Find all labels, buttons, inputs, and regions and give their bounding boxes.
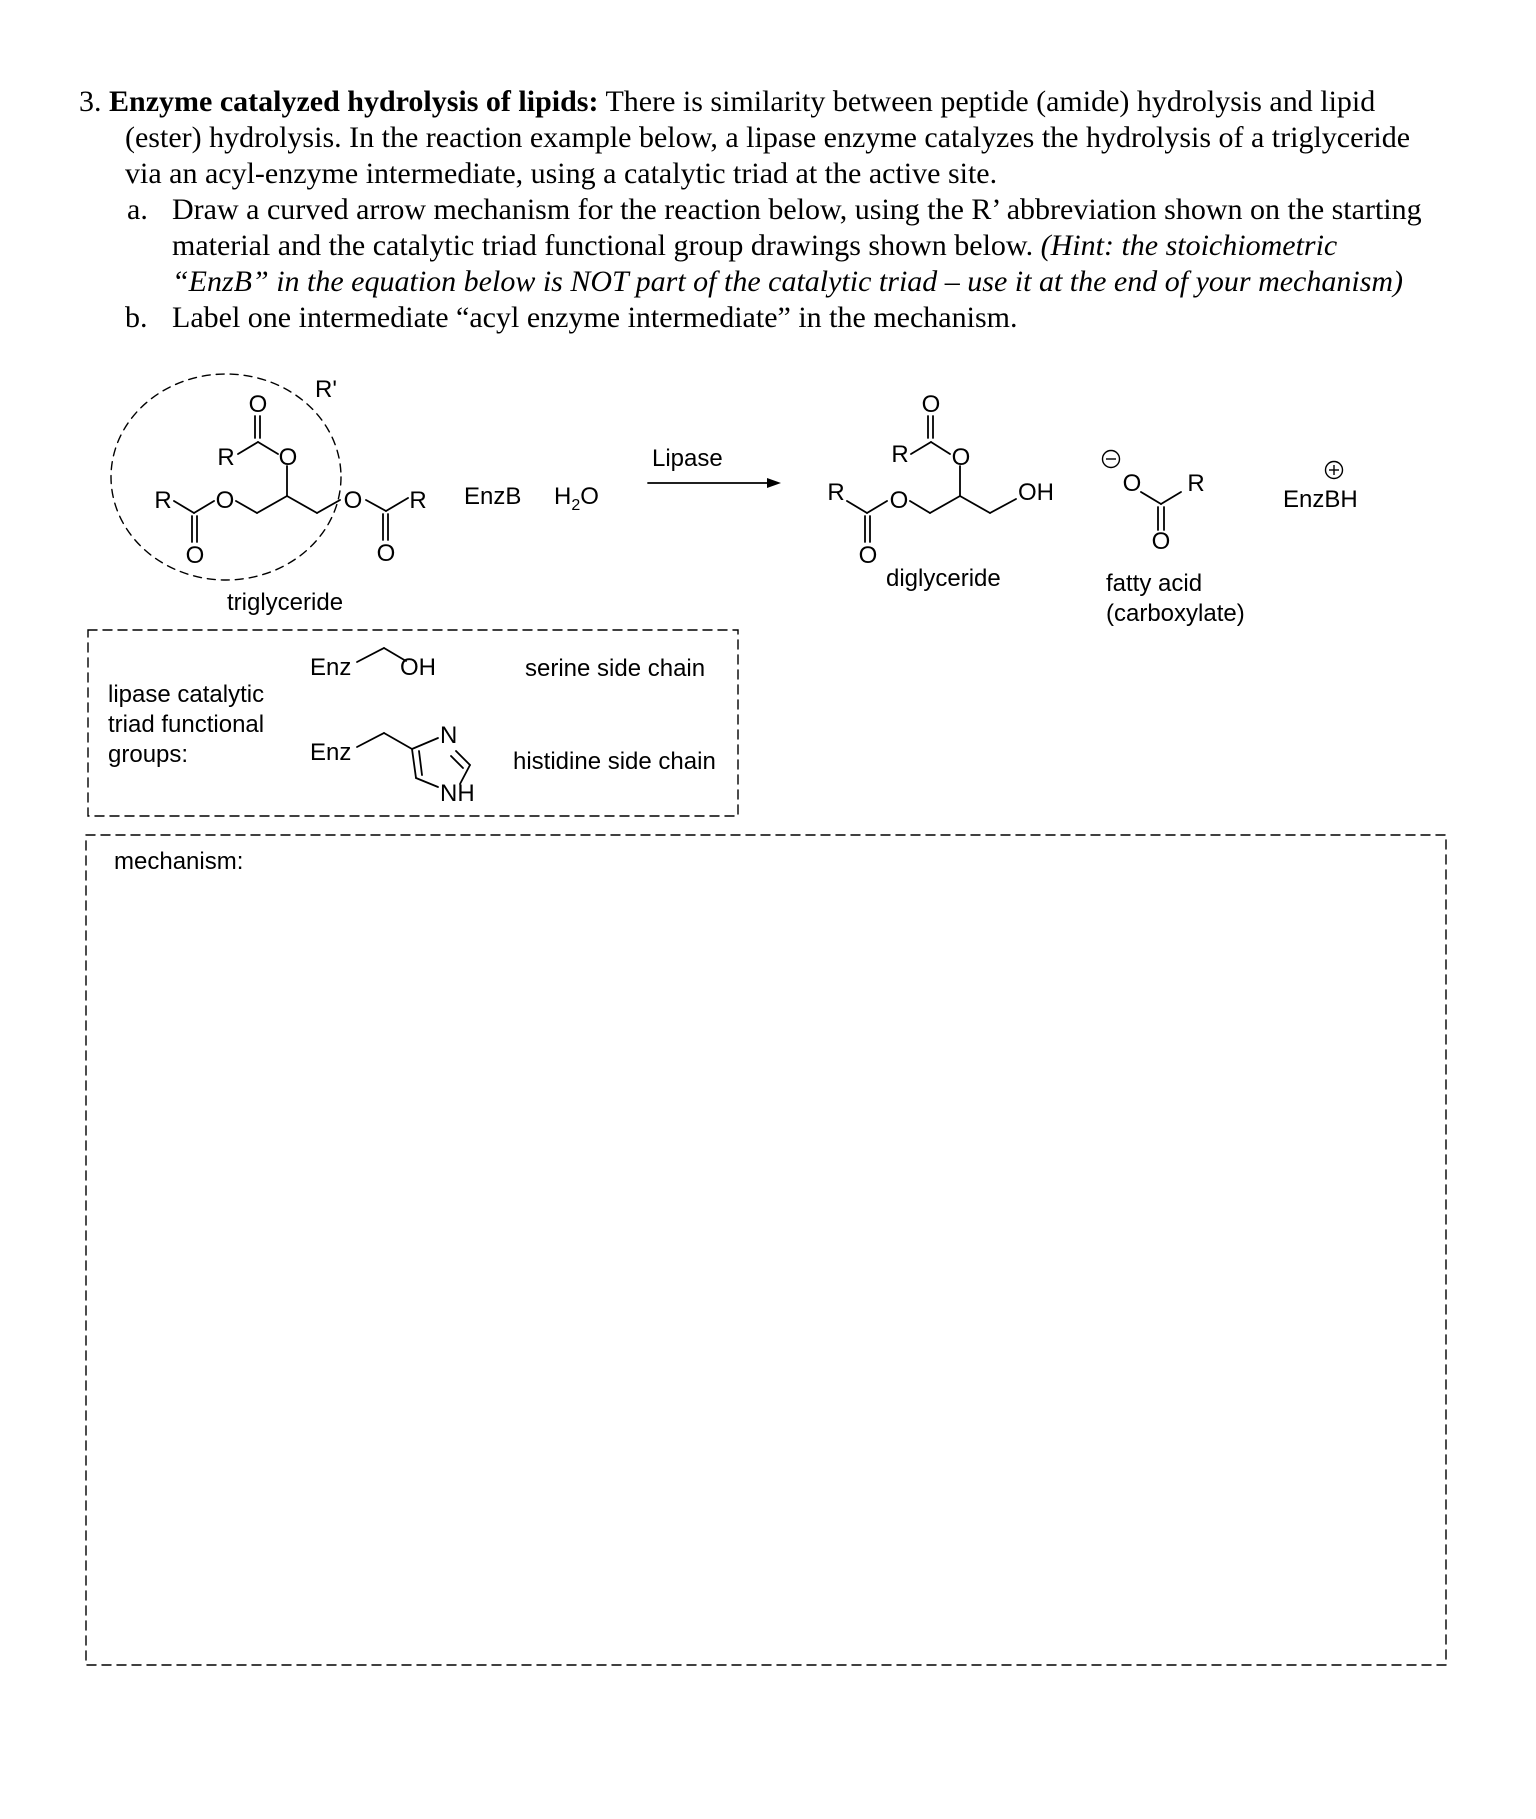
triglyceride-label: triglyceride xyxy=(227,589,344,616)
carboxylate-label: (carboxylate) xyxy=(1106,600,1245,627)
plus-charge-text: + xyxy=(1334,458,1335,459)
triglyceride-structure xyxy=(174,416,408,542)
dg-carbonyl-o-mid: O xyxy=(921,391,941,418)
tg-carbonyl-o-right: O xyxy=(376,540,396,567)
tg-o-right: O xyxy=(343,487,363,514)
part-a-text-2: material and the catalytic triad functional group drawings shown below. xyxy=(172,229,1034,262)
serine-structure xyxy=(357,648,406,662)
reagent-enzb: EnzB xyxy=(464,483,522,510)
fa-r: R xyxy=(1187,470,1205,497)
fatty-acid-label: fatty acid xyxy=(1106,570,1203,597)
tg-r-prime: R' xyxy=(315,376,337,403)
histidine-label: histidine side chain xyxy=(513,748,716,775)
fa-carbonyl-o: O xyxy=(1151,528,1171,555)
question-intro-2: (ester) hydrolysis. In the reaction example below, a lipase enzyme catalyzes the hydrolysis of a triglyceride xyxy=(125,121,1411,154)
tg-r-mid: R xyxy=(217,444,235,471)
part-b-letter: b. xyxy=(125,301,148,334)
part-a-hint-end: “EnzB” in the equation below is NOT part of the catalytic triad – use it at the end of your mechanism) xyxy=(172,265,1404,298)
diglyceride-structure xyxy=(847,416,1016,542)
serine-oh: OH xyxy=(400,654,436,681)
question-intro-1: There is similarity between peptide (amide) hydrolysis and lipid xyxy=(605,85,1376,118)
triad-heading-3: groups: xyxy=(108,741,189,768)
mechanism-label: mechanism: xyxy=(114,848,244,875)
triad-heading-1: lipase catalytic xyxy=(108,681,265,708)
diglyceride-label: diglyceride xyxy=(886,565,1001,592)
dg-carbonyl-o: O xyxy=(858,542,878,569)
reaction-arrow-head xyxy=(767,478,781,488)
tg-o-left: O xyxy=(215,487,235,514)
tg-carbonyl-o-mid: O xyxy=(248,391,268,418)
dg-o-mid: O xyxy=(951,444,971,471)
highlight-circle xyxy=(111,374,341,580)
histidine-n: N xyxy=(440,722,458,749)
lipase-label: Lipase xyxy=(652,445,723,472)
serine-enz: Enz xyxy=(310,654,352,681)
part-a-letter: a. xyxy=(127,193,148,226)
part-a-hint-start: (Hint: the stoichiometric xyxy=(1040,229,1338,262)
part-b-text: Label one intermediate “acyl enzyme intermediate” in the mechanism. xyxy=(172,301,1018,334)
question-title: Enzyme catalyzed hydrolysis of lipids: xyxy=(109,85,599,118)
histidine-nh: NH xyxy=(440,780,475,807)
dg-o-left: O xyxy=(889,487,909,514)
fa-o-minus: O xyxy=(1122,470,1142,497)
question-intro-3: via an acyl-enzyme intermediate, using a catalytic triad at the active site. xyxy=(125,157,998,190)
tg-carbonyl-o-left: O xyxy=(185,542,205,569)
tg-o-mid: O xyxy=(278,444,298,471)
part-a-line-1: Draw a curved arrow mechanism for the reaction below, using the R’ abbreviation shown on the starting xyxy=(172,193,1422,226)
serine-label: serine side chain xyxy=(525,655,706,682)
product-enzbh: EnzBH xyxy=(1283,486,1358,513)
triad-heading-2: triad functional xyxy=(108,711,265,738)
reagent-water: $H_2O$ xyxy=(554,483,599,514)
dg-oh: OH xyxy=(1018,479,1054,506)
dg-r-left: R xyxy=(827,479,845,506)
tg-r-right: R xyxy=(409,487,427,514)
mechanism-answer-area[interactable] xyxy=(86,835,1446,1665)
tg-r-left: R xyxy=(154,487,172,514)
histidine-enz: Enz xyxy=(310,739,352,766)
minus-charge-text: − xyxy=(1111,447,1112,448)
question-number: 3. xyxy=(79,85,102,118)
dg-r-mid: R xyxy=(891,441,909,468)
